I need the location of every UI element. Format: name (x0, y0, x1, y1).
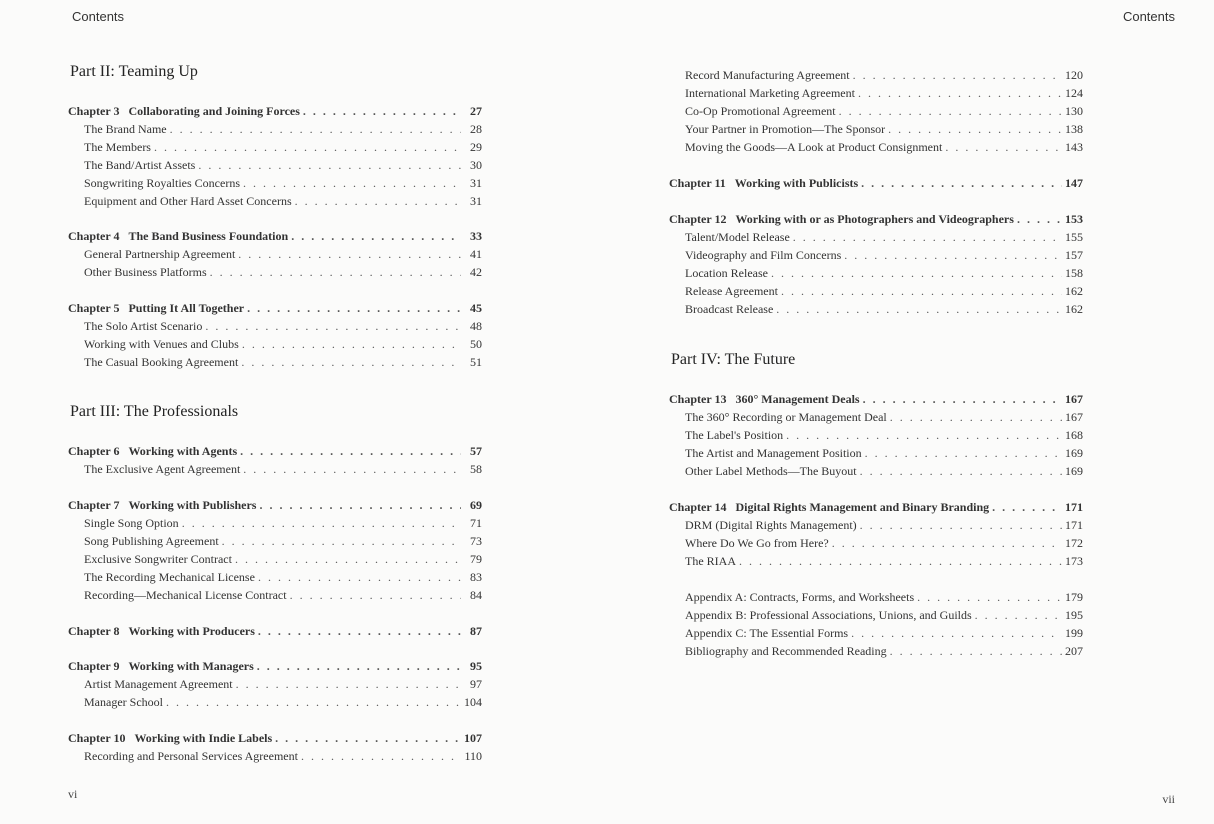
toc-section[interactable]: Manager School . . . 104 (68, 695, 482, 710)
toc-section[interactable]: Moving the Goods—A Look at Product Consignment . . . 143 (669, 140, 1083, 155)
toc-appendix[interactable]: Appendix B: Professional Associations, Unions, and Guilds . . . 195 (669, 608, 1083, 623)
toc-chapter[interactable]: Chapter 9 Working with Managers . . . 95 (68, 659, 482, 674)
toc-section[interactable]: Other Business Platforms . . . 42 (68, 265, 482, 280)
toc-appendix[interactable]: Bibliography and Recommended Reading . . . 207 (669, 644, 1083, 659)
part-title: Part IV: The Future (671, 351, 796, 368)
toc-section[interactable]: Where Do We Go from Here? . . . 172 (669, 536, 1083, 551)
toc-section[interactable]: Location Release . . . 158 (669, 266, 1083, 281)
toc-section[interactable]: Songwriting Royalties Concerns . . . 31 (68, 176, 482, 191)
toc-section[interactable]: The Band/Artist Assets . . . 30 (68, 158, 482, 173)
toc-section[interactable]: Your Partner in Promotion—The Sponsor . . . 138 (669, 122, 1083, 137)
page-number: vii (1162, 792, 1175, 806)
toc-section[interactable]: Broadcast Release . . . 162 (669, 302, 1083, 317)
toc-chapter[interactable]: Chapter 7 Working with Publishers . . . 69 (68, 498, 482, 513)
toc-chapter[interactable]: Chapter 4 The Band Business Foundation . . . 33 (68, 229, 482, 244)
toc-section[interactable]: Release Agreement . . . 162 (669, 284, 1083, 299)
toc-section[interactable]: Videography and Film Concerns . . . 157 (669, 248, 1083, 263)
toc-chapter[interactable]: Chapter 11 Working with Publicists . . . 147 (669, 176, 1083, 191)
page-number: vi (68, 787, 78, 801)
toc-chapter[interactable]: Chapter 3 Collaborating and Joining Forces . . . 27 (68, 104, 482, 119)
toc-chapter[interactable]: Chapter 12 Working with or as Photographers and Videographers . . . 153 (669, 212, 1083, 227)
toc-chapter[interactable]: Chapter 13 360° Management Deals . . . 167 (669, 392, 1083, 407)
toc-section[interactable]: The Recording Mechanical License . . . 83 (68, 570, 482, 585)
toc-chapter[interactable]: Chapter 10 Working with Indie Labels . . . 107 (68, 731, 482, 746)
part-title: Part II: Teaming Up (70, 63, 198, 80)
toc-section[interactable]: International Marketing Agreement . . . 124 (669, 86, 1083, 101)
toc-chapter[interactable]: Chapter 6 Working with Agents . . . 57 (68, 444, 482, 459)
toc-section[interactable]: The Artist and Management Position . . . 169 (669, 446, 1083, 461)
running-head: Contents (72, 9, 125, 24)
toc-section[interactable]: The 360° Recording or Management Deal . . . 167 (669, 410, 1083, 425)
toc-appendix[interactable]: Appendix C: The Essential Forms . . . 199 (669, 626, 1083, 641)
toc-section[interactable]: The Label's Position . . . 168 (669, 428, 1083, 443)
toc-chapter[interactable]: Chapter 8 Working with Producers . . . 87 (68, 624, 482, 639)
right-page (607, 0, 1214, 824)
toc-section[interactable]: DRM (Digital Rights Management) . . . 171 (669, 518, 1083, 533)
toc-section[interactable]: Song Publishing Agreement . . . 73 (68, 534, 482, 549)
toc-section[interactable]: The Members . . . 29 (68, 140, 482, 155)
toc-section[interactable]: Recording and Personal Services Agreement . . . 110 (68, 749, 482, 764)
toc-section[interactable]: Talent/Model Release . . . 155 (669, 230, 1083, 245)
toc-chapter[interactable]: Chapter 5 Putting It All Together . . . 45 (68, 301, 482, 316)
toc-chapter[interactable]: Chapter 14 Digital Rights Management and Binary Branding . . . 171 (669, 500, 1083, 515)
toc-section[interactable]: The Exclusive Agent Agreement . . . 58 (68, 462, 482, 477)
toc-section[interactable]: The Solo Artist Scenario . . . 48 (68, 319, 482, 334)
toc-section[interactable]: The Casual Booking Agreement . . . 51 (68, 355, 482, 370)
toc-section[interactable]: Artist Management Agreement . . . 97 (68, 677, 482, 692)
toc-section[interactable]: Working with Venues and Clubs . . . 50 (68, 337, 482, 352)
part-title: Part III: The Professionals (70, 403, 239, 420)
running-head: Contents (1122, 9, 1175, 24)
toc-section[interactable]: Recording—Mechanical License Contract . . . 84 (68, 588, 482, 603)
toc-section[interactable]: Exclusive Songwriter Contract . . . 79 (68, 552, 482, 567)
toc-section[interactable]: Record Manufacturing Agreement . . . 120 (669, 68, 1083, 83)
toc-section[interactable]: Equipment and Other Hard Asset Concerns . . . 31 (68, 194, 482, 209)
toc-section[interactable]: The RIAA . . . 173 (669, 554, 1083, 569)
toc-section[interactable]: The Brand Name . . . 28 (68, 122, 482, 137)
toc-section[interactable]: General Partnership Agreement . . . 41 (68, 247, 482, 262)
toc-section[interactable]: Other Label Methods—The Buyout . . . 169 (669, 464, 1083, 479)
toc-section[interactable]: Single Song Option . . . 71 (68, 516, 482, 531)
toc-section[interactable]: Co-Op Promotional Agreement . . . 130 (669, 104, 1083, 119)
toc-appendix[interactable]: Appendix A: Contracts, Forms, and Worksheets . . . 179 (669, 590, 1083, 605)
